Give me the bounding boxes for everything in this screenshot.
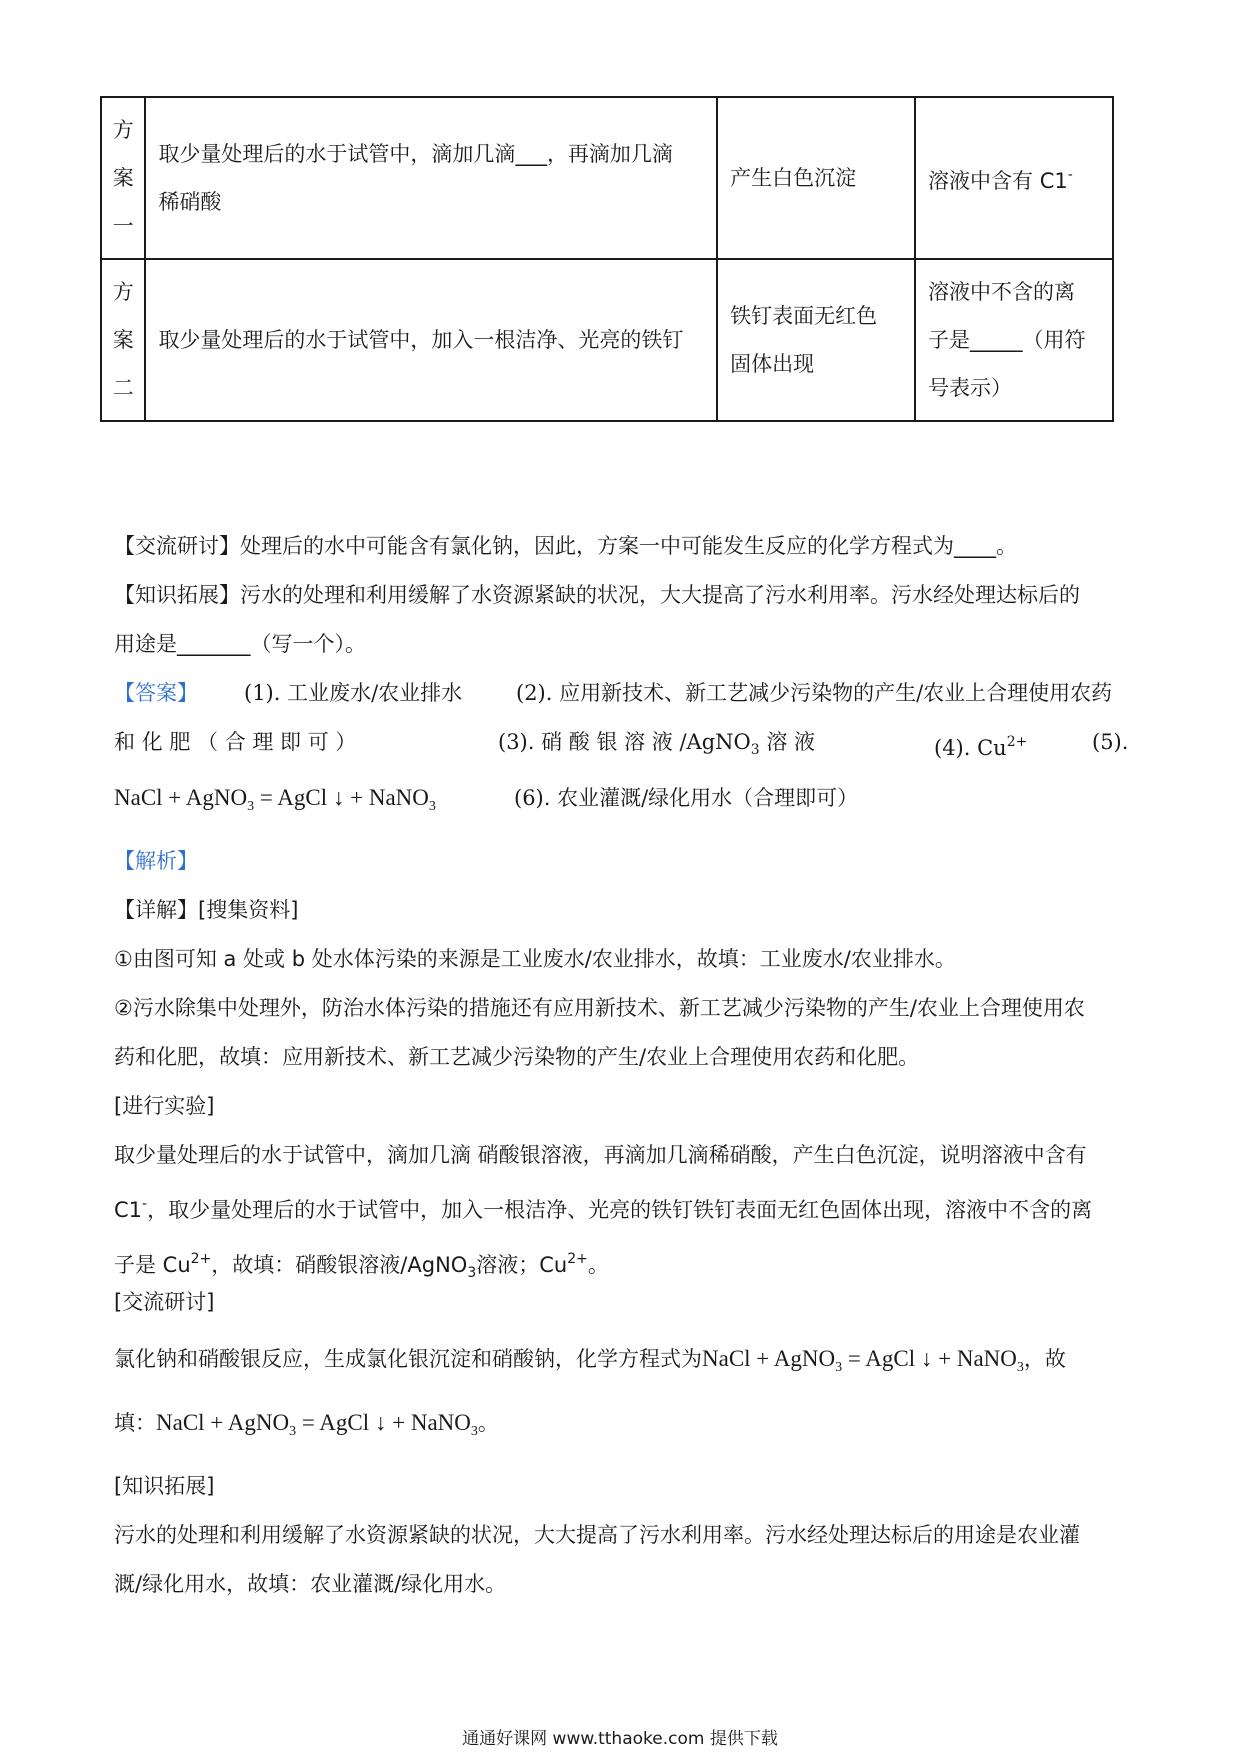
answer-1: (1). 工业废水/农业排水 <box>244 681 463 705</box>
answer-2: (2). 应用新技术、新工艺减少污染物的产生/农业上合理使用农药 <box>516 681 1113 705</box>
experiment-explanation: 取少量处理后的水于试管中，滴加几滴 硝酸银溶液，再滴加几滴稀硝酸，产生白色沉淀，说明溶液中含有 C1-，取少量处理后的水于试管中，加入一根洁净、光亮的铁钉铁钉表面无红色固体出现，溶液中不含的离 子是 $Cu^{2+}$，故填：硝酸银溶液/AgNO$_3$溶液；$Cu^{2+}$。 <box>114 1143 1093 1281</box>
paragraph-2: ②污水除集中处理外，防治水体污染的措施还有应用新技术、新工艺减少污染物的产生/农业上合理使用农 药和化肥，故填：应用新技术、新工艺减少污染物的产生/农业上合理使用农药和化肥。 <box>114 996 1085 1069</box>
answer-block <box>114 669 1130 829</box>
answer-3: (3). 硝 酸 银 溶 液 /AgNO$_3$ 溶 液 <box>498 730 816 758</box>
answer-2-cont: 和 化 肥 （ 合 理 即 可 ） <box>114 730 357 754</box>
extension-explanation: 污水的处理和利用缓解了水资源紧缺的状况，大大提高了污水利用率。污水经处理达标后的用途是农业灌 溉/绿化用水，故填：农业灌溉/绿化用水。 <box>114 1523 1080 1596</box>
experiment-heading: [进行实验] <box>114 1094 215 1118</box>
detail-heading: 【详解】[搜集资料] <box>114 898 299 922</box>
answer-tag: 【答案】 <box>114 681 198 705</box>
answer-5-equation: NaCl + AgNO$_3$ = AgCl ↓ + NaNO$_3$ <box>114 785 436 814</box>
footer-text: 通通好课网 www.tthaoke.com 提供下载 <box>462 1729 778 1749</box>
equation: NaCl + AgNO$_3$ = AgCl ↓ + NaNO$_3$ <box>156 1410 478 1439</box>
paragraph-1: ①由图可知 a 处或 b 处水体污染的来源是工业废水/农业排水，故填：工业废水/农业排水。 <box>114 947 956 971</box>
plan-phenomenon: 产生白色沉淀 <box>717 97 915 259</box>
extension-heading: [知识拓展] <box>114 1474 215 1498</box>
equation: NaCl + AgNO$_3$ = AgCl ↓ + NaNO$_3$ <box>702 1346 1024 1375</box>
answer-5-label: (5). <box>1092 730 1129 754</box>
extension-question: 【知识拓展】污水的处理和利用缓解了水资源紧缺的状况，大大提高了污水利用率。污水经处理达标后的 用途是_______（写一个）。 <box>114 583 1080 656</box>
discussion-question: 【交流研讨】处理后的水中可能含有氯化钠，因此，方案一中可能发生反应的化学方程式为____。 <box>114 534 1017 558</box>
discussion-explanation: 氯化钠和硝酸银反应，生成氯化银沉淀和硝酸钠，化学方程式为NaCl + AgNO$_3$ = AgCl ↓ + NaNO$_3$，故 填：NaCl + AgNO$_3$ = AgCl ↓ + NaNO$_3$。 <box>114 1346 1066 1439</box>
table-row <box>101 97 1113 259</box>
plan-label: 方 案 一 <box>101 97 145 259</box>
answer-4: (4). $Cu^{2+}$ <box>934 734 1028 760</box>
plan-conclusion: 溶液中不含的离 子是_____（用符 号表示） <box>915 259 1113 421</box>
plan-label: 方 案 二 <box>101 259 145 421</box>
analysis-tag: 【解析】 <box>114 849 198 873</box>
plan-step: 取少量处理后的水于试管中，加入一根洁净、光亮的铁钉 <box>145 259 717 421</box>
experiment-table <box>100 96 1114 422</box>
discussion-heading: [交流研讨] <box>114 1290 215 1314</box>
plan-step: 取少量处理后的水于试管中，滴加几滴___，再滴加几滴 稀硝酸 <box>145 97 717 259</box>
answer-6: (6). 农业灌溉/绿化用水（合理即可） <box>514 786 859 810</box>
plan-phenomenon: 铁钉表面无红色 固体出现 <box>717 259 915 421</box>
plan-conclusion: 溶液中含有 C1- <box>915 97 1113 259</box>
table-row <box>101 259 1113 421</box>
